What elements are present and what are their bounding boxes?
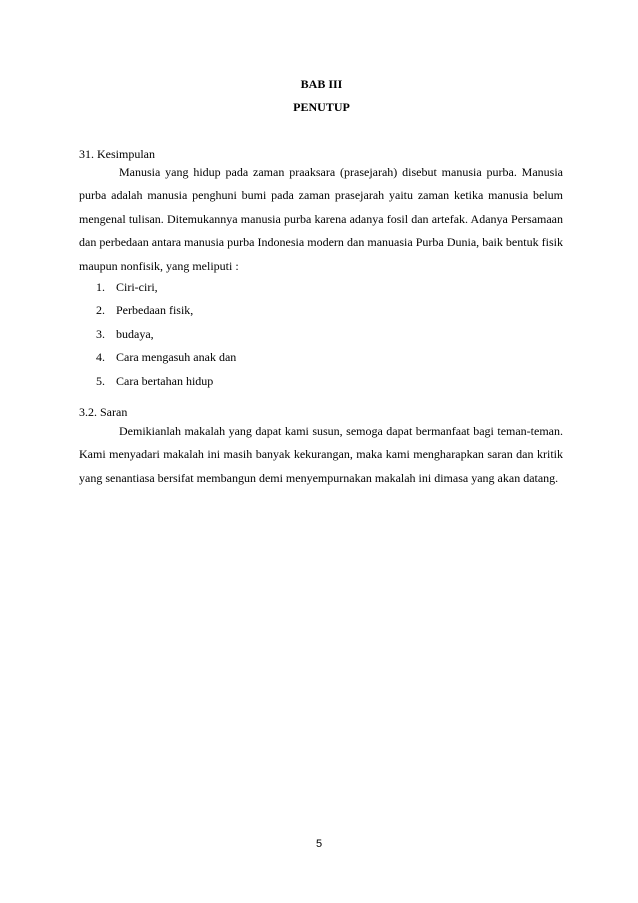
list-item-number: 5. (96, 373, 105, 388)
section-heading-saran: 3.2. Saran (79, 405, 128, 419)
list-item-text: Cara mengasuh anak dan (116, 350, 237, 365)
list-item-number: 4. (96, 350, 105, 365)
chapter-title: PENUTUP (293, 100, 350, 114)
list-item-text: Cara bertahan hidup (116, 373, 214, 388)
list-item (96, 299, 236, 322)
list-item-text: Ciri-ciri, (116, 280, 158, 294)
list-item-text: Perbedaan fisik, (116, 303, 194, 318)
list-item (96, 323, 236, 346)
chapter-label: BAB III (300, 77, 343, 91)
characteristics-list (96, 276, 236, 393)
section-body-saran: Demikianlah makalah yang dapat kami susun, semoga dapat bermanfaat bagi teman-teman. Kami menyadari makalah ini masih banyak kekurangan, maka kami mengharapkan saran dan kritik yang senantiasa bersifat membangun demi menyempurnakan makalah ini dimasa yang akan datang. (79, 424, 563, 485)
page-number: 5 (315, 838, 323, 850)
list-item-number: 1. (96, 280, 105, 294)
section-body-kesimpulan: Manusia yang hidup pada zaman praaksara (prasejarah) disebut manusia purba. Manusia purba adalah manusia penghuni bumi pada zaman prasejarah yaitu zaman ketika manusia belum mengenal tulisan. Ditemukannya manusia purba karena adanya fosil dan artefak. Adanya Persamaan dan perbedaan antara manusia purba Indonesia modern dan manuasia Purba Dunia, baik bentuk fisik maupun nonfisik, yang meliputi : (79, 165, 563, 273)
list-item-number: 2. (96, 303, 105, 318)
list-item (96, 370, 236, 393)
section-heading-kesimpulan: 31. Kesimpulan (79, 147, 155, 161)
list-item (96, 346, 236, 369)
list-item (96, 276, 236, 299)
list-item-number: 3. (96, 326, 105, 341)
list-item-text: budaya, (116, 326, 154, 341)
